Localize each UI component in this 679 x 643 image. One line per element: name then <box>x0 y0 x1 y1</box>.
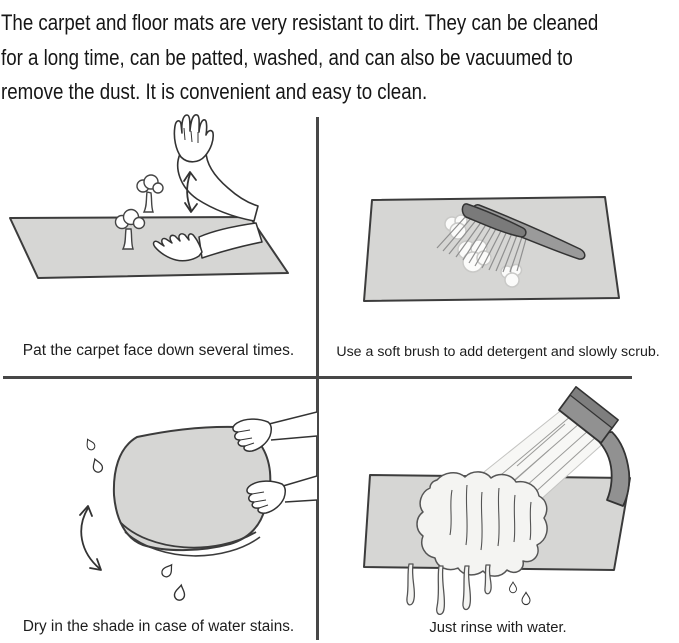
intro-line-2: for a long time, can be patted, washed, and can also be vacuumed to <box>1 44 573 70</box>
wring-dry-icon <box>0 380 317 610</box>
step-caption-brush: Use a soft brush to add detergent and slowly scrub. <box>336 344 660 360</box>
intro-text <box>1 6 679 110</box>
step-caption-pat: Pat the carpet face down several times. <box>22 342 295 359</box>
step-panel-dry <box>0 380 317 643</box>
swing-arrow-icon <box>80 506 101 570</box>
hand-icon <box>247 476 317 513</box>
dust-puff-icon <box>137 175 163 212</box>
intro-line-1: The carpet and floor mats are very resistant to dirt. They can be cleaned <box>1 10 599 35</box>
hand-icon <box>233 412 317 451</box>
step-panel-rinse <box>317 380 679 643</box>
water-drop-icon <box>522 592 530 604</box>
step-caption-dry: Dry in the shade in case of water stains. <box>22 618 295 635</box>
water-drop-icon <box>510 582 517 593</box>
brush-detergent-icon <box>317 100 679 340</box>
rinse-shower-icon <box>317 380 679 615</box>
step-caption-rinse: Just rinse with water. <box>429 620 567 636</box>
pat-carpet-icon <box>0 100 317 340</box>
step-panel-pat <box>0 100 317 377</box>
intro-line-3: remove the dust. It is convenient and easy to clean. <box>1 79 428 104</box>
foam-icon <box>407 472 547 615</box>
step-panel-brush <box>317 100 679 377</box>
